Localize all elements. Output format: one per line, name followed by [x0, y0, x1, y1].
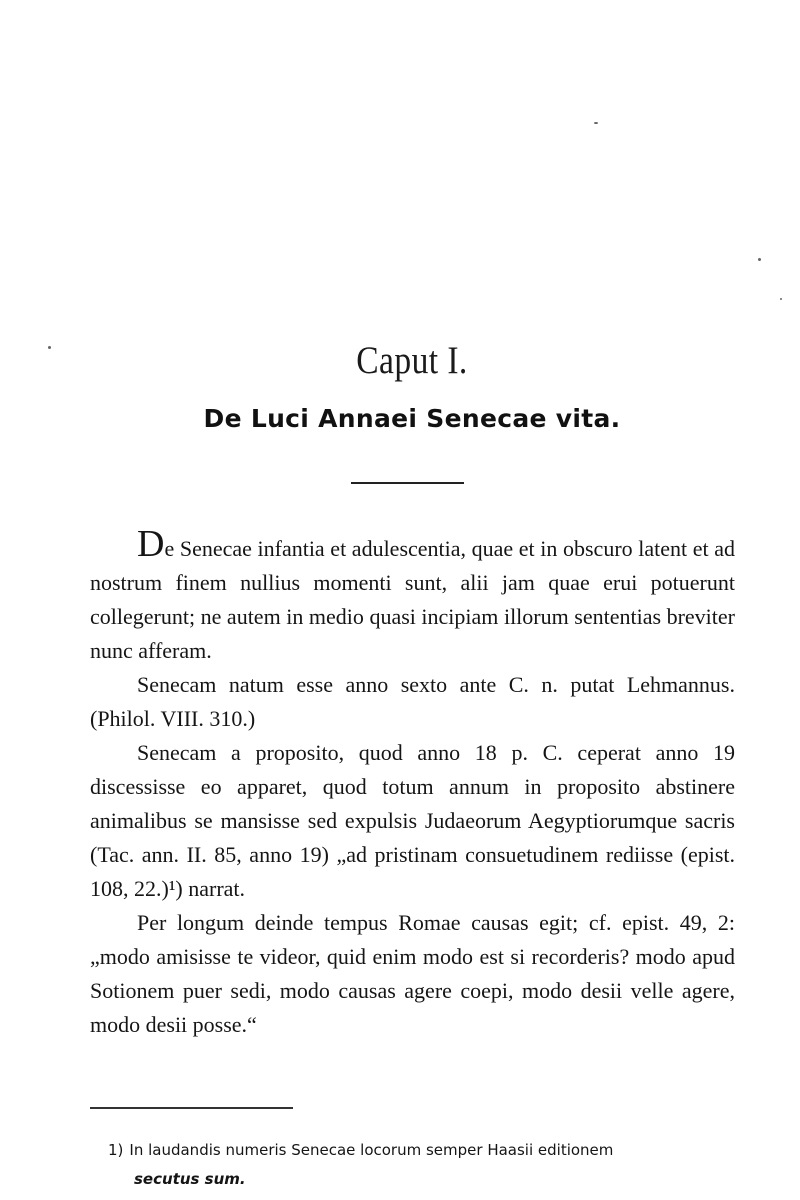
scan-speck — [48, 346, 51, 349]
footnote-marker: 1) — [108, 1141, 124, 1159]
chapter-title: Caput I. — [356, 339, 468, 382]
paragraph-3: Senecam a proposito, quod anno 18 p. C. ceperat anno 19 discessisse eo apparet, quod totum annum in proposito abstinere animalibus se mansisse sed expulsis Judaeorum Aegyptiorumque sacris (Tac. ann. II. 85, anno 19) „ad pristinam consuetudinem rediisse (epist. 108, 22.)¹) narrat. — [90, 740, 735, 901]
scan-speck — [758, 258, 761, 261]
footnote-text: In laudandis numeris Senecae locorum semper Haasii editionem — [129, 1141, 614, 1159]
title-divider — [351, 482, 464, 484]
footnote-line-1 — [108, 1136, 753, 1165]
body-text — [90, 523, 735, 1042]
footnote-line-2: secutus sum. — [134, 1170, 246, 1188]
paragraph-1 — [90, 523, 735, 668]
drop-cap: D — [137, 523, 165, 565]
paragraph-2: Senecam natum esse anno sexto ante C. n. putat Lehmannus. (Philol. VIII. 310.) — [90, 672, 735, 731]
scan-speck — [780, 298, 782, 300]
chapter-subtitle: De Luci Annaei Senecae vita. — [203, 404, 621, 433]
paragraph-4: Per longum deinde tempus Romae causas egit; cf. epist. 49, 2: „modo amisisse te videor, quid enim modo est si recorderis? modo apud Sotionem puer sedi, modo causas agere coepi, modo desii velle agere, modo desii posse.“ — [90, 910, 735, 1037]
scan-speck — [594, 122, 598, 124]
footnote — [108, 1136, 753, 1194]
paragraph-1-text: e Senecae infantia et adulescentia, quae et in obscuro latent et ad nostrum finem nullius momenti sunt, alii jam quae erui potuerunt collegerunt; ne autem in medio quasi incipiam illorum sententias breviter nunc afferam. — [90, 536, 735, 663]
footnote-divider — [90, 1107, 293, 1109]
